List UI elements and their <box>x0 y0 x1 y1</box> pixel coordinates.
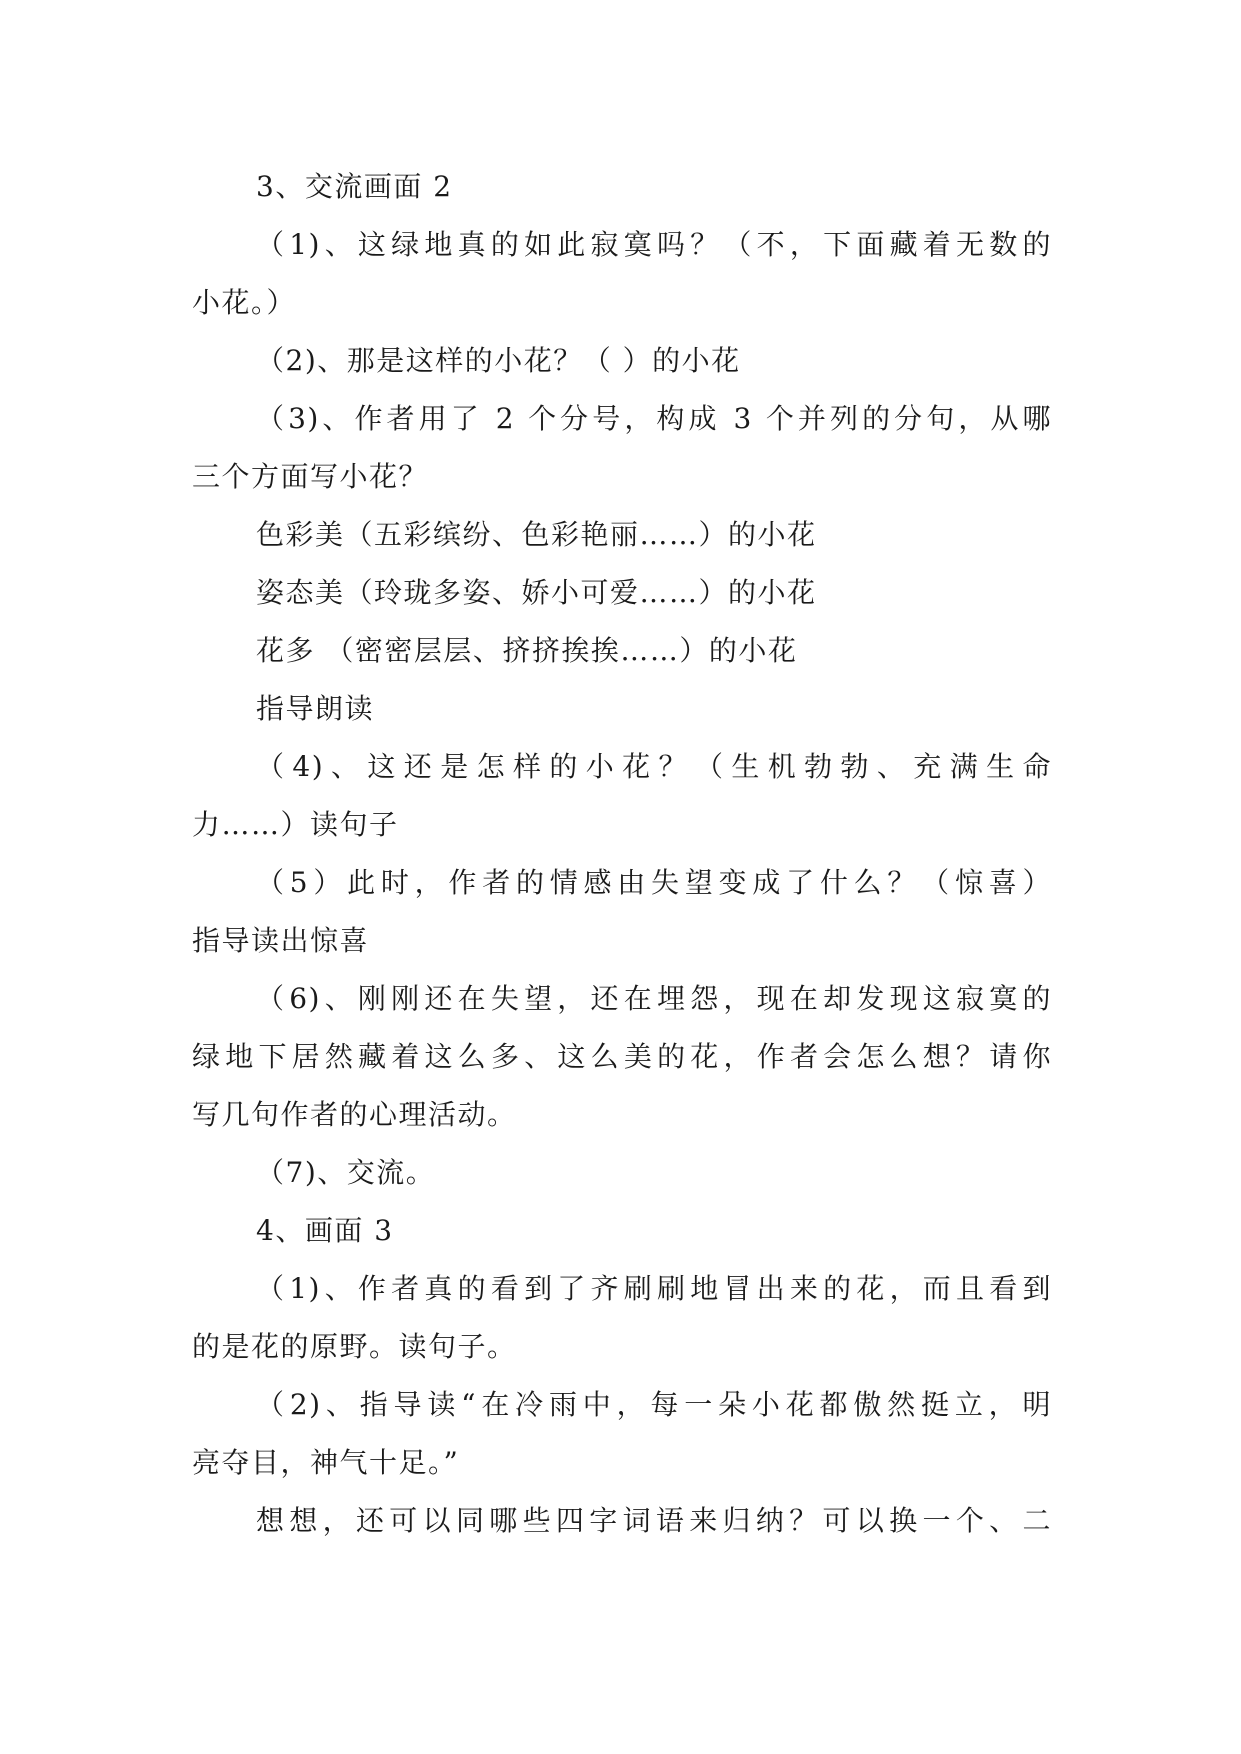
text-line: 的是花的原野。读句子。 <box>192 1330 517 1363</box>
text-line: 色彩美（五彩缤纷、色彩艳丽……）的小花 <box>256 518 817 551</box>
text-line: 3、交流画面 2 <box>256 170 453 203</box>
text-line: （6)、刚刚还在失望，还在埋怨，现在却发现这寂寞的 <box>256 982 1052 1015</box>
text-line: 亮夺目，神气十足。” <box>192 1446 460 1479</box>
text-line: 写几句作者的心理活动。 <box>192 1098 517 1131</box>
text-line: （1)、作者真的看到了齐刷刷地冒出来的花，而且看到 <box>256 1272 1052 1305</box>
text-line: 小花。） <box>192 286 297 319</box>
text-line: 指导朗读 <box>256 692 375 725</box>
text-line: 力……）读句子 <box>192 808 399 841</box>
text-line: （4)、这还是怎样的小花？（生机勃勃、充满生命 <box>256 750 1052 783</box>
text-line: 想想，还可以同哪些四字词语来归纳？可以换一个、二 <box>256 1504 1052 1537</box>
text-line: （5）此时，作者的情感由失望变成了什么？（惊喜） <box>256 866 1052 899</box>
text-line: 绿地下居然藏着这么多、这么美的花，作者会怎么想？请你 <box>192 1040 1052 1073</box>
text-line: （2)、指导读“在冷雨中，每一朵小花都傲然挺立，明 <box>256 1388 1052 1421</box>
text-line: （3)、作者用了 2 个分号，构成 3 个并列的分句，从哪 <box>256 402 1052 435</box>
text-line: 4、画面 3 <box>256 1214 394 1247</box>
text-line: （2)、那是这样的小花？（ ）的小花 <box>256 344 741 377</box>
text-line: 姿态美（玲珑多姿、娇小可爱……）的小花 <box>256 576 817 609</box>
document-page <box>192 158 1052 1550</box>
text-line: 花多 （密密层层、挤挤挨挨……）的小花 <box>256 634 798 667</box>
text-line: （1)、这绿地真的如此寂寞吗？（不，下面藏着无数的 <box>256 228 1052 261</box>
text-line: 三个方面写小花？ <box>192 460 429 493</box>
text-line: 指导读出惊喜 <box>192 924 370 957</box>
text-line: （7)、交流。 <box>256 1156 436 1189</box>
